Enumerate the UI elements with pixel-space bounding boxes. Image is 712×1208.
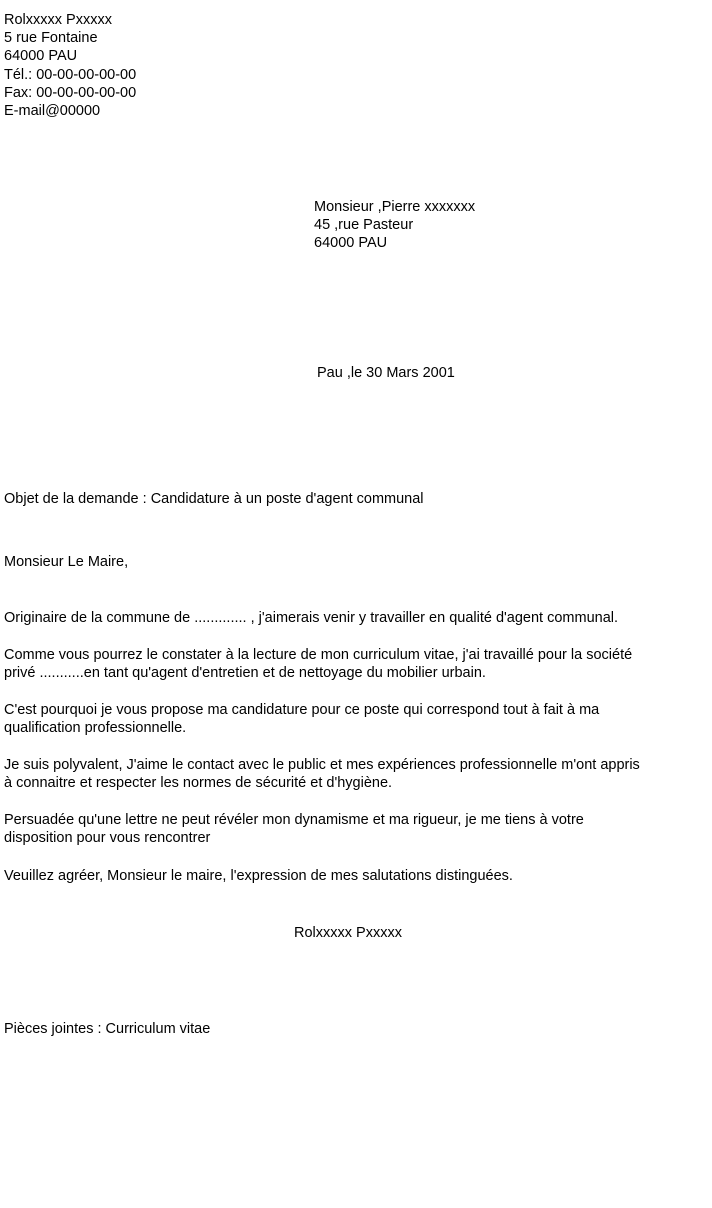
sender-phone: Tél.: 00-00-00-00-00 [4,66,137,83]
paragraph-line: Je suis polyvalent, J'aime le contact avec le public et mes expériences professionnelle m'ont appris [4,757,640,773]
body-paragraph-experience [4,646,710,682]
paragraph-line: privé ...........en tant qu'agent d'entretien et de nettoyage du mobilier urbain. [4,665,486,682]
body-paragraph-skills [4,756,710,792]
letter-salutation: Monsieur Le Maire, [4,554,129,570]
body-paragraph-candidacy [4,701,710,737]
body-paragraph-closing [4,867,710,885]
recipient-street: 45 ,rue Pasteur [314,217,414,234]
recipient-city: 64000 PAU [314,235,388,252]
paragraph-line: disposition pour vous rencontrer [4,830,211,847]
sender-name: Rolxxxxx Pxxxxx [4,12,112,28]
letter-date: Pau ,le 30 Mars 2001 [317,365,455,381]
sender-fax: Fax: 00-00-00-00-00 [4,84,137,101]
body-paragraph-availability [4,811,710,847]
paragraph-line: Comme vous pourrez le constater à la lecture de mon curriculum vitae, j'ai travaillé pour la société [4,647,633,663]
recipient-name: Monsieur ,Pierre xxxxxxx [314,199,476,215]
paragraph-line: Veuillez agréer, Monsieur le maire, l'expression de mes salutations distinguées. [4,868,513,884]
body-paragraph-origin [4,609,710,627]
letter-subject: Objet de la demande : Candidature à un poste d'agent communal [4,491,424,507]
sender-street: 5 rue Fontaine [4,30,98,47]
letter-signature: Rolxxxxx Pxxxxx [294,925,402,941]
paragraph-line: C'est pourquoi je vous propose ma candidature pour ce poste qui correspond tout à fait à ma [4,702,600,718]
attachments-note: Pièces jointes : Curriculum vitae [4,1021,211,1037]
sender-city: 64000 PAU [4,48,78,65]
paragraph-line: Originaire de la commune de ............. , j'aimerais venir y travailler en qualité d'agent communal. [4,610,619,626]
paragraph-line: à connaitre et respecter les normes de sécurité et d'hygiène. [4,775,393,792]
sender-address-block [4,11,136,120]
recipient-address-block [314,198,475,253]
paragraph-line: Persuadée qu'une lettre ne peut révéler mon dynamisme et ma rigueur, je me tiens à votre [4,812,584,828]
paragraph-line: qualification professionnelle. [4,720,187,737]
sender-email: E-mail@00000 [4,103,101,120]
